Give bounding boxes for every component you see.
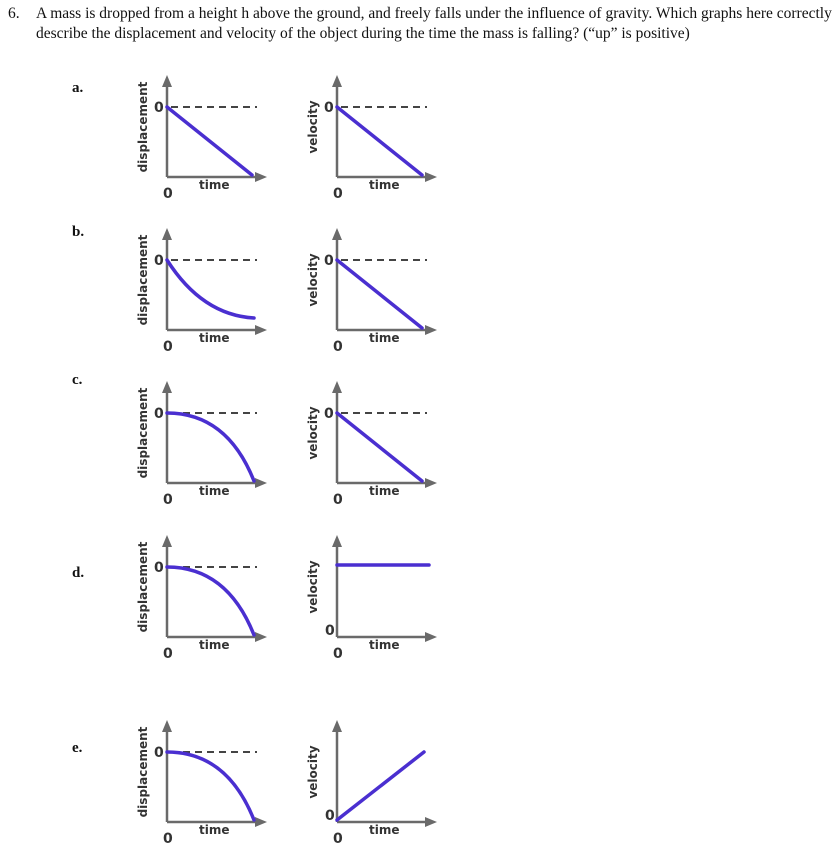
x-axis-arrow-icon <box>255 817 267 827</box>
graph-displacement <box>127 77 287 207</box>
y-axis-arrow-icon <box>332 228 342 240</box>
y-axis-arrow-icon <box>162 535 172 547</box>
option-label: e. <box>72 740 83 756</box>
x-axis-label: time <box>369 823 400 837</box>
x-axis-arrow-icon <box>425 478 437 488</box>
zero-label: 0 <box>324 253 334 269</box>
data-curve <box>337 260 422 328</box>
x-axis-arrow-icon <box>425 325 437 335</box>
graph-velocity <box>297 230 457 360</box>
x-axis-arrow-icon <box>425 817 437 827</box>
graph-displacement <box>127 383 287 513</box>
zero-label: 0 <box>154 745 164 761</box>
y-axis-label: displacement <box>136 726 150 818</box>
y-axis-arrow-icon <box>332 75 342 87</box>
graph-velocity <box>297 722 457 852</box>
x-axis-label: time <box>369 331 400 345</box>
graph-displacement <box>127 230 287 360</box>
y-axis-label: displacement <box>136 81 150 173</box>
option-label: a. <box>72 80 84 96</box>
y-axis-arrow-icon <box>162 228 172 240</box>
y-axis-arrow-icon <box>162 75 172 87</box>
origin-label: 0 <box>333 831 343 847</box>
x-axis-arrow-icon <box>255 325 267 335</box>
y-axis-arrow-icon <box>332 535 342 547</box>
option-label: d. <box>72 565 85 581</box>
data-curve <box>337 107 422 175</box>
origin-label: 0 <box>333 186 343 202</box>
origin-label: 0 <box>163 339 173 355</box>
graph-displacement <box>127 537 287 667</box>
x-axis-label: time <box>369 638 400 652</box>
origin-label: 0 <box>163 492 173 508</box>
x-axis-label: time <box>199 331 230 345</box>
question-number: 6. <box>8 5 20 22</box>
data-curve <box>337 752 424 820</box>
y-axis-arrow-icon <box>332 720 342 732</box>
data-curve <box>167 260 254 318</box>
x-axis-label: time <box>199 638 230 652</box>
origin-label: 0 <box>163 831 173 847</box>
data-curve <box>337 413 422 481</box>
zero-label: 0 <box>324 406 334 422</box>
origin-label: 0 <box>163 186 173 202</box>
origin-label: 0 <box>163 646 173 662</box>
question-text: A mass is dropped from a height h above the ground, and freely falls under the influence of gravity. Which graphs here correctly describe the displacement and velocity of the object during the time the mass is falling? (“up” is positive) <box>36 5 832 42</box>
zero-label: 0 <box>154 560 164 576</box>
option-label: c. <box>72 372 83 388</box>
y-axis-label: displacement <box>136 541 150 633</box>
y-axis-label: velocity <box>306 560 320 614</box>
y-axis-label: velocity <box>306 100 320 154</box>
y-axis-arrow-icon <box>162 720 172 732</box>
x-axis-label: time <box>199 823 230 837</box>
x-axis-arrow-icon <box>425 172 437 182</box>
zero-label: 0 <box>325 623 335 639</box>
y-axis-label: velocity <box>306 745 320 799</box>
origin-label: 0 <box>333 646 343 662</box>
zero-label: 0 <box>324 100 334 116</box>
graph-velocity <box>297 383 457 513</box>
x-axis-label: time <box>369 178 400 192</box>
y-axis-label: displacement <box>136 234 150 326</box>
y-axis-label: velocity <box>306 406 320 460</box>
x-axis-arrow-icon <box>425 632 437 642</box>
x-axis-label: time <box>199 178 230 192</box>
x-axis-arrow-icon <box>255 172 267 182</box>
zero-label: 0 <box>154 100 164 116</box>
graph-velocity <box>297 77 457 207</box>
zero-label: 0 <box>325 808 335 824</box>
data-curve <box>167 413 254 481</box>
y-axis-arrow-icon <box>162 381 172 393</box>
data-curve <box>167 567 254 635</box>
data-curve <box>167 107 252 175</box>
graph-velocity <box>297 537 457 667</box>
x-axis-label: time <box>199 484 230 498</box>
zero-label: 0 <box>154 406 164 422</box>
y-axis-arrow-icon <box>332 381 342 393</box>
x-axis-label: time <box>369 484 400 498</box>
x-axis-arrow-icon <box>255 478 267 488</box>
origin-label: 0 <box>333 492 343 508</box>
y-axis-label: velocity <box>306 253 320 307</box>
zero-label: 0 <box>154 253 164 269</box>
origin-label: 0 <box>333 339 343 355</box>
option-label: b. <box>72 224 85 240</box>
y-axis-label: displacement <box>136 387 150 479</box>
graph-displacement <box>127 722 287 852</box>
x-axis-arrow-icon <box>255 632 267 642</box>
data-curve <box>167 752 254 820</box>
